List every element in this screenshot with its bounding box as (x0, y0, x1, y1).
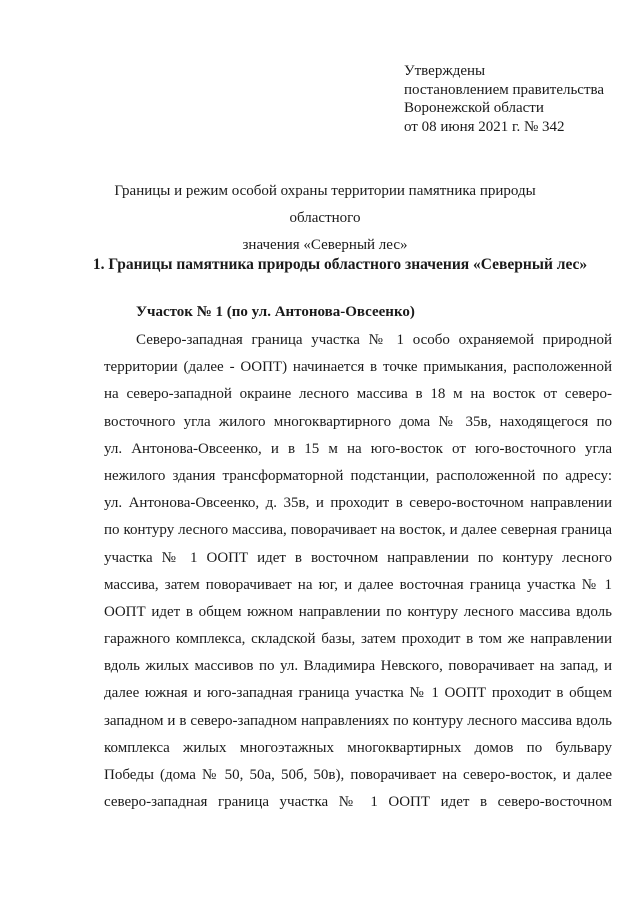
document-title-line: Границы и режим особой охраны территории памятника природы областного (114, 183, 536, 226)
approval-line: постановлением правительства (404, 81, 605, 98)
document-title (90, 178, 560, 259)
paragraph-line: по контуру лесного массива, поворачивает на восток, и далее северная граница (104, 522, 612, 539)
approval-line: Воронежской области (404, 100, 544, 116)
paragraph-line: территории (далее - ООПТ) начинается в точке примыкания, расположенной (104, 359, 612, 376)
paragraph-line: Победы (дома № 50, 50а, 50б, 50в), поворачивает на северо-восток, и далее (104, 767, 612, 783)
paragraph-line: ул. Антонова-Овсеенко, д. 35в, и проходит в северо-восточном направлении (104, 495, 612, 512)
paragraph-line: западном и в северо-западном направлениях по контуру лесного массива вдоль (104, 712, 612, 729)
paragraph-line: на северо-западной окраине лесного массива в 18 м на восток от северо- (104, 386, 612, 403)
approval-line: Утверждены (404, 63, 486, 79)
approval-block (404, 62, 634, 136)
paragraph-line: ул. Антонова-Овсеенко, и в 15 м на юго-восток от юго-восточного угла (104, 440, 612, 457)
paragraph-line: северо-западная граница участка № 1 ООПТ идет в северо-восточном (104, 794, 612, 811)
section-heading: 1. Границы памятника природы областного значения «Северный лес» (92, 256, 588, 273)
paragraph-line: участка № 1 ООПТ идет в восточном направлении по контуру лесного (104, 549, 612, 566)
paragraph-line: вдоль жилых массивов по ул. Владимира Невского, поворачивает на запад, и (104, 658, 612, 675)
body-paragraph (104, 327, 612, 816)
document-title-line: значения «Северный лес» (242, 237, 408, 253)
paragraph-line: Северо-западная граница участка № 1 особо охраняемой природной (136, 332, 612, 348)
paragraph-line: комплекса жилых многоэтажных многоквартирных домов по бульвару (104, 739, 612, 756)
paragraph-line: восточного угла жилого многоквартирного дома № 35в, находящегося по (104, 413, 612, 430)
paragraph-line: массива, затем поворачивает на юг, и далее восточная граница участка № 1 (104, 576, 612, 593)
subsection-heading: Участок № 1 (по ул. Антонова-Овсеенко) (136, 304, 415, 320)
paragraph-line: нежилого здания трансформаторной подстанции, расположенной по адресу: (104, 467, 612, 484)
paragraph-line: ООПТ идет в общем южном направлении по контуру лесного массива вдоль (104, 603, 612, 620)
paragraph-line: гаражного комплекса, складской базы, затем проходит в том же направлении (104, 631, 612, 648)
paragraph-line: далее южная и юго-западная граница участка № 1 ООПТ проходит в общем (104, 685, 612, 702)
approval-date-line: от 08 июня 2021 г. № 342 (404, 118, 565, 135)
